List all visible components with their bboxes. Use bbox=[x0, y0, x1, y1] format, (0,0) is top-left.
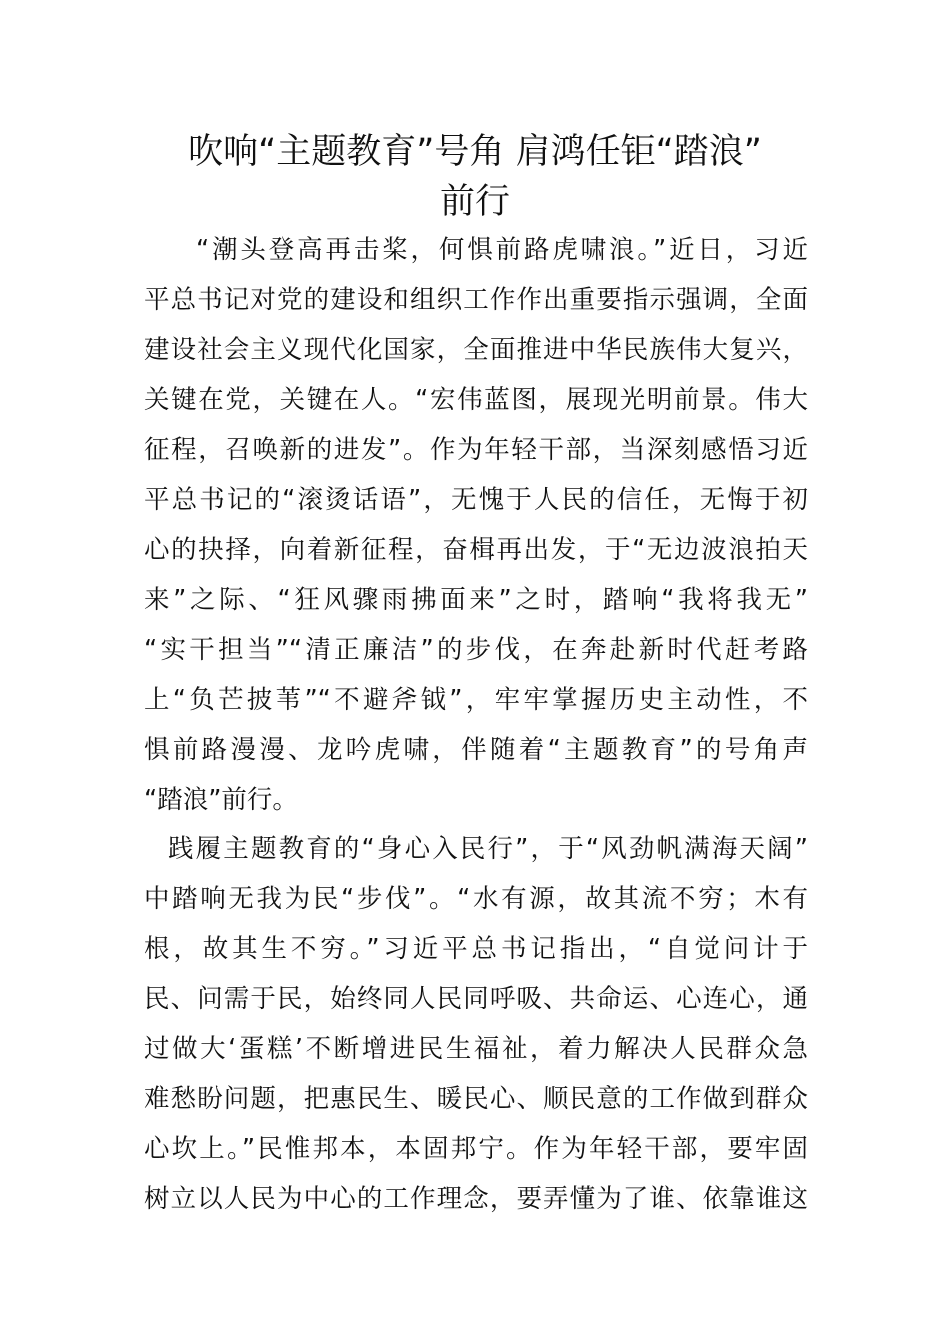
document-title-line-1: 吹响“主题教育”号角 肩鸿任钜“踏浪” bbox=[188, 132, 762, 172]
paragraph-line: 中踏响无我为民“步伐”。“水有源，故其流不穷；木有 bbox=[144, 884, 808, 914]
paragraph-line: “踏浪”前行。 bbox=[144, 785, 298, 815]
paragraph-line: 民、问需于民，始终同人民同呼吸、共命运、心连心，通 bbox=[144, 984, 808, 1014]
paragraph-line: “潮头登高再击桨，何惧前路虎啸浪。”近日，习近 bbox=[196, 235, 808, 265]
paragraph-line: 树立以人民为中心的工作理念，要弄懂为了谁、依靠谁这 bbox=[144, 1184, 808, 1214]
paragraph-line: 平总书记的“滚烫话语”，无愧于人民的信任，无悔于初 bbox=[144, 485, 808, 515]
paragraph-line: 平总书记对党的建设和组织工作作出重要指示强调，全面 bbox=[144, 285, 808, 315]
document-title-line-2: 前行 bbox=[439, 182, 510, 222]
paragraph-line: 心的抉择，向着新征程，奋楫再出发，于“无边波浪拍天 bbox=[144, 535, 808, 565]
paragraph-line: 践履主题教育的“身心入民行”，于“风劲帆满海天阔” bbox=[168, 834, 808, 864]
paragraph-line: 建设社会主义现代化国家，全面推进中华民族伟大复兴， bbox=[144, 335, 808, 365]
paragraph-line: 难愁盼问题，把惠民生、暖民心、顺民意的工作做到群众 bbox=[144, 1084, 808, 1114]
paragraph-line: “实干担当”“清正廉洁”的步伐，在奔赴新时代赶考路 bbox=[144, 635, 808, 665]
paragraph-line: 上“负芒披苇”“不避斧钺”，牢牢掌握历史主动性，不 bbox=[144, 685, 808, 715]
paragraph-line: 关键在党，关键在人。“宏伟蓝图，展现光明前景。伟大 bbox=[144, 385, 808, 415]
paragraph-line: 征程，召唤新的进发”。作为年轻干部，当深刻感悟习近 bbox=[144, 435, 808, 465]
paragraph-line: 心坎上。”民惟邦本，本固邦宁。作为年轻干部，要牢固 bbox=[144, 1134, 808, 1164]
paragraph-line: 过做大‘蛋糕’不断增进民生福祉，着力解决人民群众急 bbox=[144, 1034, 808, 1064]
paragraph-line: 惧前路漫漫、龙吟虎啸，伴随着“主题教育”的号角声 bbox=[144, 735, 808, 765]
paragraph-line: 根，故其生不穷。”习近平总书记指出，“自觉问计于 bbox=[144, 934, 808, 964]
paragraph-line: 来”之际、“狂风骤雨拂面来”之时，踏响“我将我无” bbox=[144, 585, 808, 615]
